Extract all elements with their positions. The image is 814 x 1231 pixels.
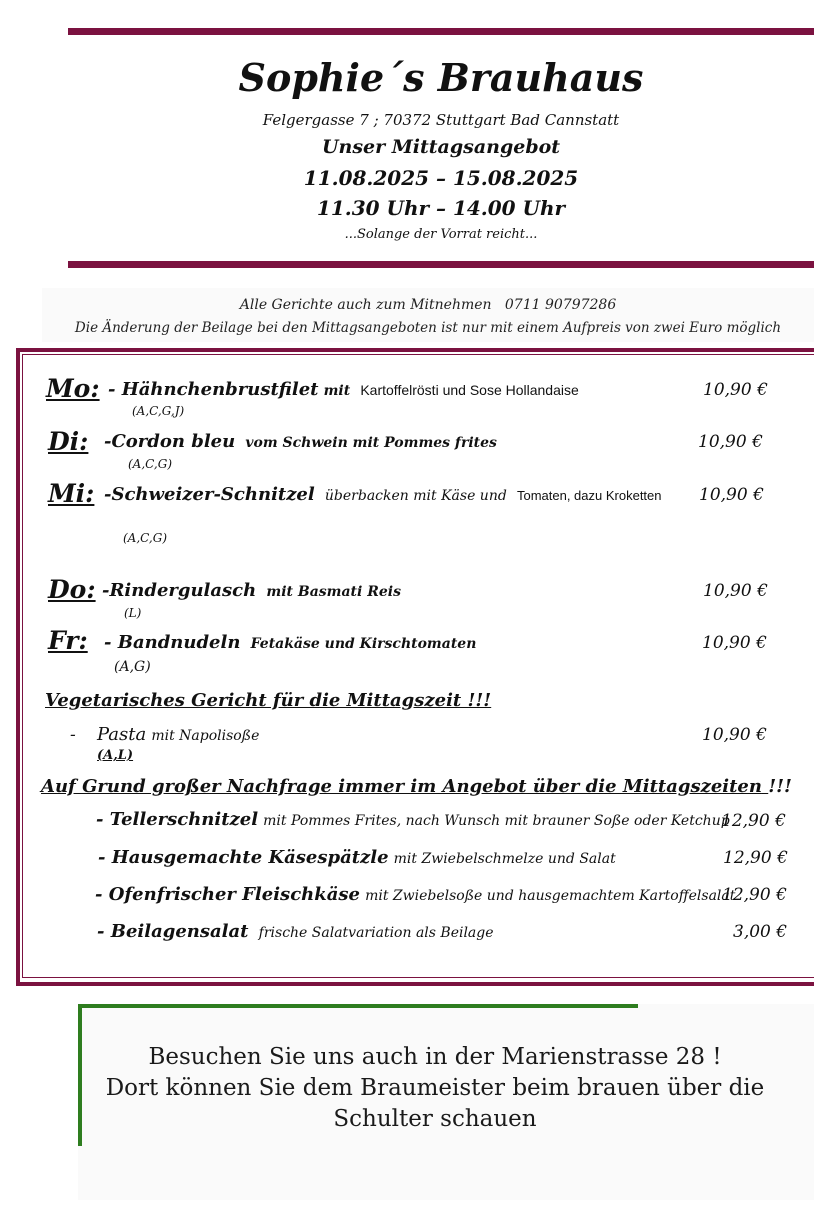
day-label-mi: Mi: [48,479,95,508]
day-label-fr: Fr: [48,626,88,655]
allergens-fr: (A,G) [114,659,151,675]
dish-do: -Rindergulasch mit Basmati Reis [102,580,401,601]
dish-mo: - Hähnchenbrustfilet mit Kartoffelrösti und Sose Hollandaise [108,379,579,400]
promo-line: Dort können Sie dem Braumeister beim brauen über die [105,1075,765,1101]
dish-mi: -Schweizer-Schnitzel überbacken mit Käse und Tomaten, dazu Kroketten [104,484,662,505]
permanent-price: 12,90 € [723,848,788,868]
takeaway-text: Alle Gerichte auch zum Mitnehmen [239,297,492,313]
dish-fr: - Bandnudeln Fetakäse und Kirschtomaten [104,632,477,653]
allergens-vegetarian: (A,L) [97,748,134,763]
allergens-mo: (A,C,G,J) [132,404,185,418]
promo-text [90,1042,780,1135]
menu-subtitle: Unser Mittagsangebot [321,136,561,158]
date-range: 11.08.2025 – 15.08.2025 [303,166,579,190]
promo-line: Schulter schauen [333,1106,537,1132]
permanent-price: 12,90 € [722,885,787,905]
supply-note: ...Solange der Vorrat reicht... [344,227,538,242]
opening-hours: 11.30 Uhr – 14.00 Uhr [316,196,566,220]
permanent-item: - Ofenfrischer Fleischkäse mit Zwiebelsoße und hausgemachtem Kartoffelsalat [95,884,736,905]
price-mo: 10,90 € [703,380,768,400]
promo-line: Besuchen Sie uns auch in der Marienstrasse 28 ! [148,1044,722,1070]
price-mi: 10,90 € [699,485,764,505]
vegetarian-heading: Vegetarisches Gericht für die Mittagszeit !!! [45,690,492,711]
permanent-heading: Auf Grund großer Nachfrage immer im Angebot über die Mittagszeiten !!! [41,776,792,797]
permanent-item: - Hausgemachte Käsespätzle mit Zwiebelschmelze und Salat [98,847,616,868]
permanent-price: 12,90 € [721,811,786,831]
price-vegetarian: 10,90 € [702,725,767,745]
top-rule [68,28,814,35]
phone-number: 0711 90797286 [504,297,617,313]
notes-panel [42,288,814,342]
price-fr: 10,90 € [702,633,767,653]
day-label-mo: Mo: [46,374,100,403]
bottom-rule [68,261,814,268]
permanent-price: 3,00 € [733,922,788,942]
restaurant-title: Sophie´s Brauhaus [238,55,644,100]
allergens-mi: (A,C,G) [123,531,167,545]
allergens-do: (L) [124,606,142,620]
day-label-di: Di: [48,427,89,456]
permanent-item: - Tellerschnitzel mit Pommes Frites, nach Wunsch mit brauner Soße oder Ketchup [96,809,730,830]
takeaway-line [42,297,814,313]
price-do: 10,90 € [703,581,768,601]
vegetarian-dash: - [70,725,76,745]
price-di: 10,90 € [698,432,763,452]
promo-left-border [78,1004,82,1146]
dish-di: -Cordon bleu vom Schwein mit Pommes frites [104,431,497,452]
side-change-note: Die Änderung der Beilage bei den Mittagsangeboten ist nur mit einem Aufpreis von zwei Euro möglich [74,320,782,336]
allergens-di: (A,C,G) [128,457,172,471]
promo-top-border [78,1004,638,1008]
day-label-do: Do: [48,575,96,604]
permanent-item: - Beilagensalat frische Salatvariation als Beilage [97,921,494,942]
vegetarian-dish: Pasta mit Napolisoße [97,724,260,745]
address: Felgergasse 7 ; 70372 Stuttgart Bad Cannstatt [262,111,620,129]
